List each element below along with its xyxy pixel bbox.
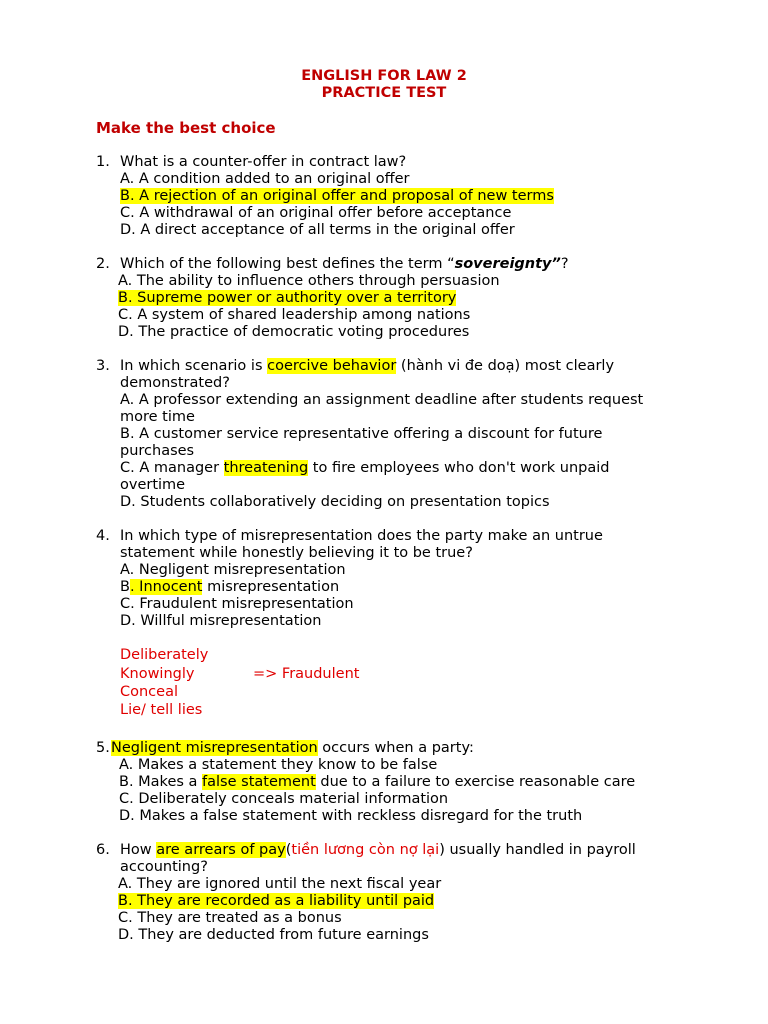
q3-option-c-cont: overtime xyxy=(120,477,186,493)
q6-highlight: are arrears of pay xyxy=(156,842,286,858)
q2-option-d: D. The practice of democratic voting procedures xyxy=(118,324,470,340)
q1-option-d: D. A direct acceptance of all terms in the original offer xyxy=(120,222,515,238)
q5-option-b-end: due to a failure to exercise reasonable care xyxy=(315,774,636,790)
q1-option-b-highlight: B. A rejection of an original offer and proposal of new terms xyxy=(120,188,554,204)
q3-option-d: D. Students collaboratively deciding on presentation topics xyxy=(120,494,550,510)
doc-subtitle: PRACTICE TEST xyxy=(321,85,447,101)
q2-question-text: Which of the following best defines the term “ xyxy=(120,256,455,272)
q6-option-b-highlight: B. They are recorded as a liability until paid xyxy=(118,893,435,909)
q4-option-b-highlight: . Innocent xyxy=(129,579,203,595)
q2-option-b xyxy=(118,290,456,307)
q5-highlight: Negligent misrepresentation xyxy=(111,740,318,756)
note-lie: Lie/ tell lies xyxy=(120,702,203,718)
q5-option-a: A. Makes a statement they know to be false xyxy=(119,757,438,773)
q6-option-d: D. They are deducted from future earnings xyxy=(118,927,429,943)
q3-option-a: A. A professor extending an assignment deadline after students request xyxy=(120,392,644,408)
q4-question-line2: statement while honestly believing it to be true? xyxy=(120,545,473,561)
q4-number: 4. xyxy=(96,528,110,544)
q1-option-a: A. A condition added to an original offer xyxy=(120,171,410,187)
q4-option-d: D. Willful misrepresentation xyxy=(120,613,322,629)
q6-question-text: How xyxy=(120,842,157,858)
q1-question: What is a counter-offer in contract law? xyxy=(120,154,407,170)
q2-question-end: ? xyxy=(560,256,569,272)
q4-option-b-end: misrepresentation xyxy=(202,579,340,595)
q6-number: 6. xyxy=(96,842,110,858)
q3-option-b-cont: purchases xyxy=(120,443,195,459)
q3-question-text: In which scenario is xyxy=(120,358,268,374)
instruction: Make the best choice xyxy=(96,119,276,137)
q5-option-d: D. Makes a false statement with reckless disregard for the truth xyxy=(119,808,583,824)
q6-option-c: C. They are treated as a bonus xyxy=(118,910,342,926)
q5-question xyxy=(111,740,474,757)
q6-vietnamese-note: tiền lương còn nợ lại xyxy=(291,842,440,858)
note-knowingly: Knowingly xyxy=(120,666,195,682)
q5-option-b xyxy=(119,774,635,791)
q2-number: 2. xyxy=(96,256,110,272)
note-conceal: Conceal xyxy=(120,684,178,700)
q2-option-c: C. A system of shared leadership among nations xyxy=(118,307,471,323)
q2-question xyxy=(120,256,569,273)
q3-question-end: (hành vi đe doạ) most clearly xyxy=(396,358,615,374)
q3-number: 3. xyxy=(96,358,110,374)
q3-option-c-end: to fire employees who don't work unpaid xyxy=(308,460,610,476)
q5-question-end: occurs when a party: xyxy=(317,740,474,756)
q1-option-c: C. A withdrawal of an original offer before acceptance xyxy=(120,205,512,221)
q6-option-b xyxy=(118,893,434,910)
q4-question: In which type of misrepresentation does the party make an untrue xyxy=(120,528,603,544)
q1-option-b xyxy=(120,188,554,205)
q4-option-b xyxy=(120,579,339,596)
q3-option-a-cont: more time xyxy=(120,409,195,425)
doc-title: ENGLISH FOR LAW 2 xyxy=(301,68,467,84)
q2-term: sovereignty” xyxy=(454,256,561,272)
q3-option-b: B. A customer service representative offering a discount for future xyxy=(120,426,603,442)
q5-option-b-highlight: false statement xyxy=(202,774,316,790)
q4-option-b-letter: B xyxy=(120,579,130,595)
note-deliberately: Deliberately xyxy=(120,647,209,663)
q1-number: 1. xyxy=(96,154,110,170)
q3-question xyxy=(120,358,614,375)
note-arrow-fraudulent: => Fraudulent xyxy=(253,666,360,682)
q6-paren-open: ( xyxy=(285,842,292,858)
q5-option-c: C. Deliberately conceals material information xyxy=(119,791,449,807)
q2-option-a: A. The ability to influence others through persuasion xyxy=(118,273,500,289)
q6-question-end: ) usually handled in payroll xyxy=(439,842,636,858)
q5-option-b-text: B. Makes a xyxy=(119,774,203,790)
q2-option-b-highlight: B. Supreme power or authority over a territory xyxy=(118,290,457,306)
q3-option-c xyxy=(120,460,610,477)
q5-number: 5. xyxy=(96,740,110,756)
q3-option-c-text: C. A manager xyxy=(120,460,224,476)
q6-question xyxy=(120,842,636,859)
q4-option-a: A. Negligent misrepresentation xyxy=(120,562,346,578)
q3-option-c-highlight: threatening xyxy=(223,460,309,476)
q3-question-line2: demonstrated? xyxy=(120,375,230,391)
q6-option-a: A. They are ignored until the next fiscal year xyxy=(118,876,442,892)
q6-question-line2: accounting? xyxy=(120,859,208,875)
q3-highlight: coercive behavior xyxy=(267,358,397,374)
q4-option-c: C. Fraudulent misrepresentation xyxy=(120,596,354,612)
